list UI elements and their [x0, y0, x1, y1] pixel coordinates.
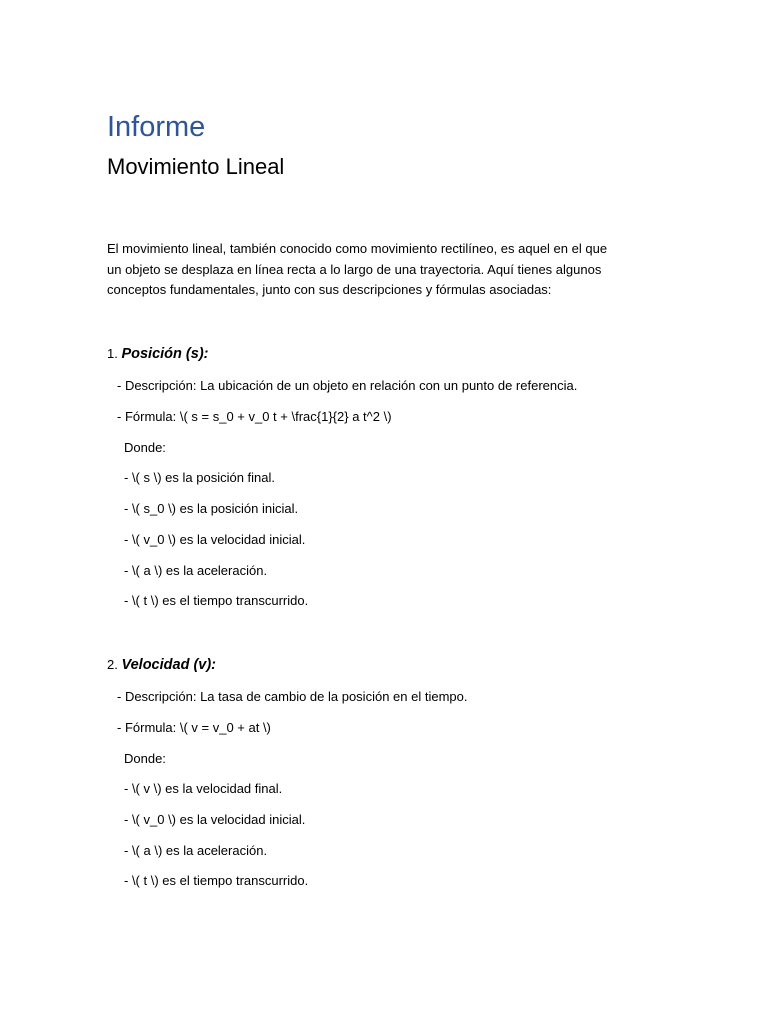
intro-paragraph [107, 239, 652, 301]
list-item: - \( t \) es el tiempo transcurrido. [124, 873, 309, 888]
document-title: Informe [107, 111, 206, 143]
list-item: - \( v_0 \) es la velocidad inicial. [124, 532, 306, 547]
section-number: 1. [107, 346, 118, 361]
section-description: - Descripción: La ubicación de un objeto en relación con un punto de referencia. [117, 378, 578, 393]
document-subtitle: Movimiento Lineal [107, 154, 285, 179]
section-title: Posición (s): [121, 346, 209, 362]
list-item: - \( t \) es el tiempo transcurrido. [124, 593, 309, 608]
list-item: - \( s_0 \) es la posición inicial. [124, 501, 299, 516]
section-number: 2. [107, 657, 118, 672]
list-item: - \( a \) es la aceleración. [124, 843, 268, 858]
intro-line: conceptos fundamentales, junto con sus descripciones y fórmulas asociadas: [107, 282, 552, 297]
where-label: Donde: [124, 440, 166, 455]
list-item: - \( v_0 \) es la velocidad inicial. [124, 812, 306, 827]
section-heading-velocidad [107, 655, 216, 675]
section-title: Velocidad (v): [121, 657, 217, 673]
section-formula: - Fórmula: \( v = v_0 + at \) [117, 720, 271, 735]
list-item: - \( a \) es la aceleración. [124, 563, 268, 578]
intro-line: un objeto se desplaza en línea recta a lo largo de una trayectoria. Aquí tienes algunos [107, 261, 602, 277]
section-description: - Descripción: La tasa de cambio de la posición en el tiempo. [117, 689, 468, 704]
where-label: Donde: [124, 751, 166, 766]
list-item: - \( s \) es la posición final. [124, 470, 275, 485]
list-item: - \( v \) es la velocidad final. [124, 781, 283, 796]
section-heading-posicion [107, 344, 208, 364]
intro-line: El movimiento lineal, también conocido como movimiento rectilíneo, es aquel en el que [107, 241, 608, 256]
section-formula: - Fórmula: \( s = s_0 + v_0 t + \frac{1}{2} a t^2 \) [117, 409, 392, 424]
